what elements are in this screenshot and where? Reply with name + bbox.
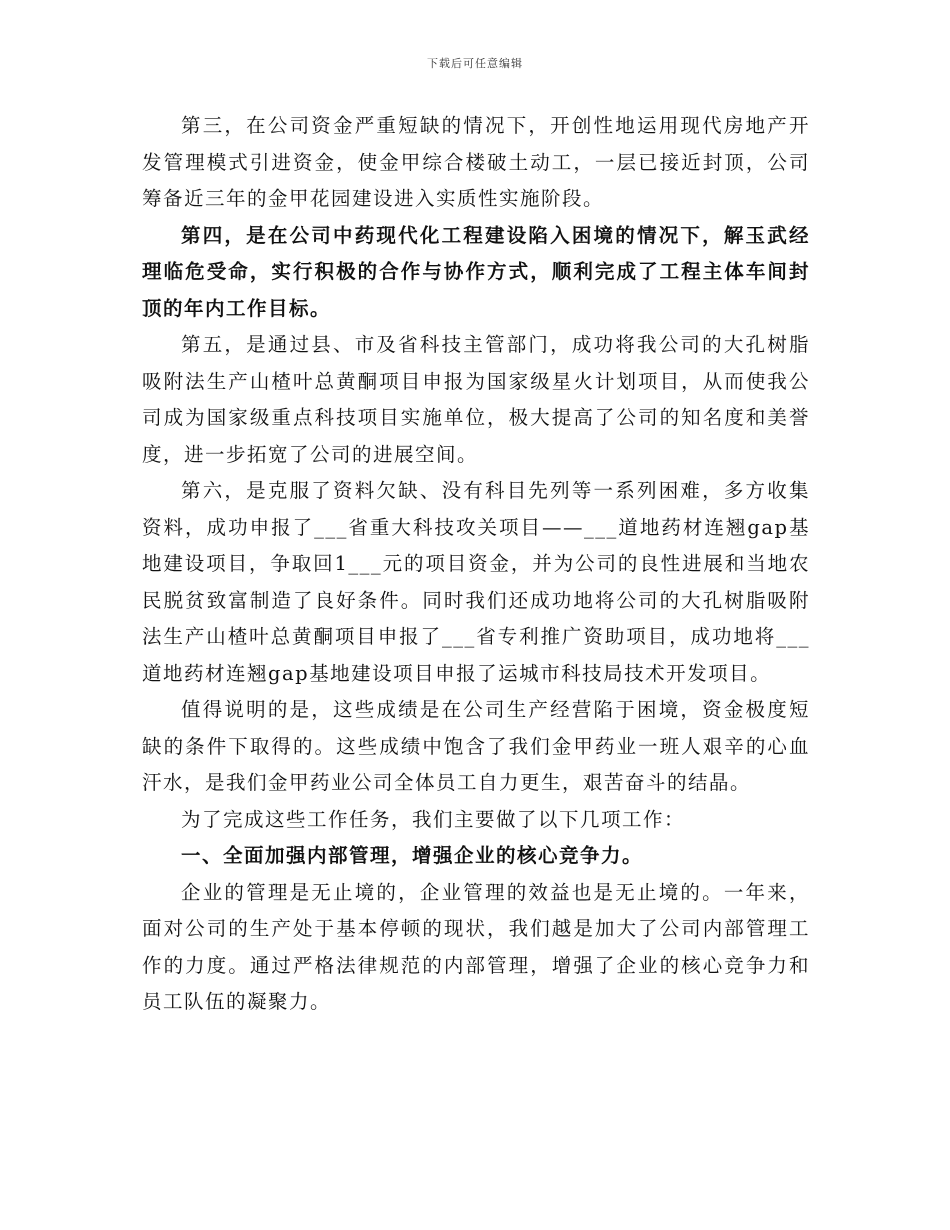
document-body (142, 108, 810, 1021)
paragraph-note: 值得说明的是，这些成绩是在公司生产经营陷于困境，资金极度短缺的条件下取得的。这些成绩中饱含了我们金甲药业一班人艰辛的心血汗水，是我们金甲药业公司全体员工自力更生，艰苦奋斗的结晶。 (142, 698, 810, 794)
paragraph-intro: 为了完成这些工作任务，我们主要做了以下几项工作： (181, 807, 686, 831)
section-heading-1: 一、全面加强内部管理，增强企业的核心竞争力。 (181, 844, 644, 867)
paragraph-third: 第三，在公司资金严重短缺的情况下，开创性地运用现代房地产开发管理模式引进资金，使金甲综合楼破土动工，一层已接近封顶，公司筹备近三年的金甲花园建设进入实质性实施阶段。 (142, 114, 810, 210)
paragraph-fifth: 第五，是通过县、市及省科技主管部门，成功将我公司的大孔树脂吸附法生产山楂叶总黄酮项目申报为国家级星火计划项目，从而使我公司成为国家级重点科技项目实施单位，极大提高了公司的知名度和美誉度，进一步拓宽了公司的进展空间。 (142, 333, 810, 466)
paragraph-fourth: 第四，是在公司中药现代化工程建设陷入困境的情况下，解玉武经理临危受命，实行积极的合作与协作方式，顺利完成了工程主体车间封顶的年内工作目标。 (142, 223, 810, 320)
page-header: 下载后可任意编辑 (427, 57, 523, 70)
paragraph-sixth: 第六，是克服了资料欠缺、没有科目先列等一系列困难，多方收集资料，成功申报了___省重大科技攻关项目——___道地药材连翘gap基地建设项目，争取回1___元的项目资金，并为公司的良性进展和当地农民脱贫致富制造了良好条件。同时我们还成功地将公司的大孔树脂吸附法生产山楂叶总黄酮项目申报了___省专利推广资助项目，成功地将___道地药材连翘gap基地建设项目申报了运城市科技局技术开发项目。 (142, 479, 810, 685)
paragraph-management: 企业的管理是无止境的，企业管理的效益也是无止境的。一年来，面对公司的生产处于基本停顿的现状，我们越是加大了公司内部管理工作的力度。通过严格法律规范的内部管理，增强了企业的核心竞争力和员工队伍的凝聚力。 (142, 880, 810, 1013)
